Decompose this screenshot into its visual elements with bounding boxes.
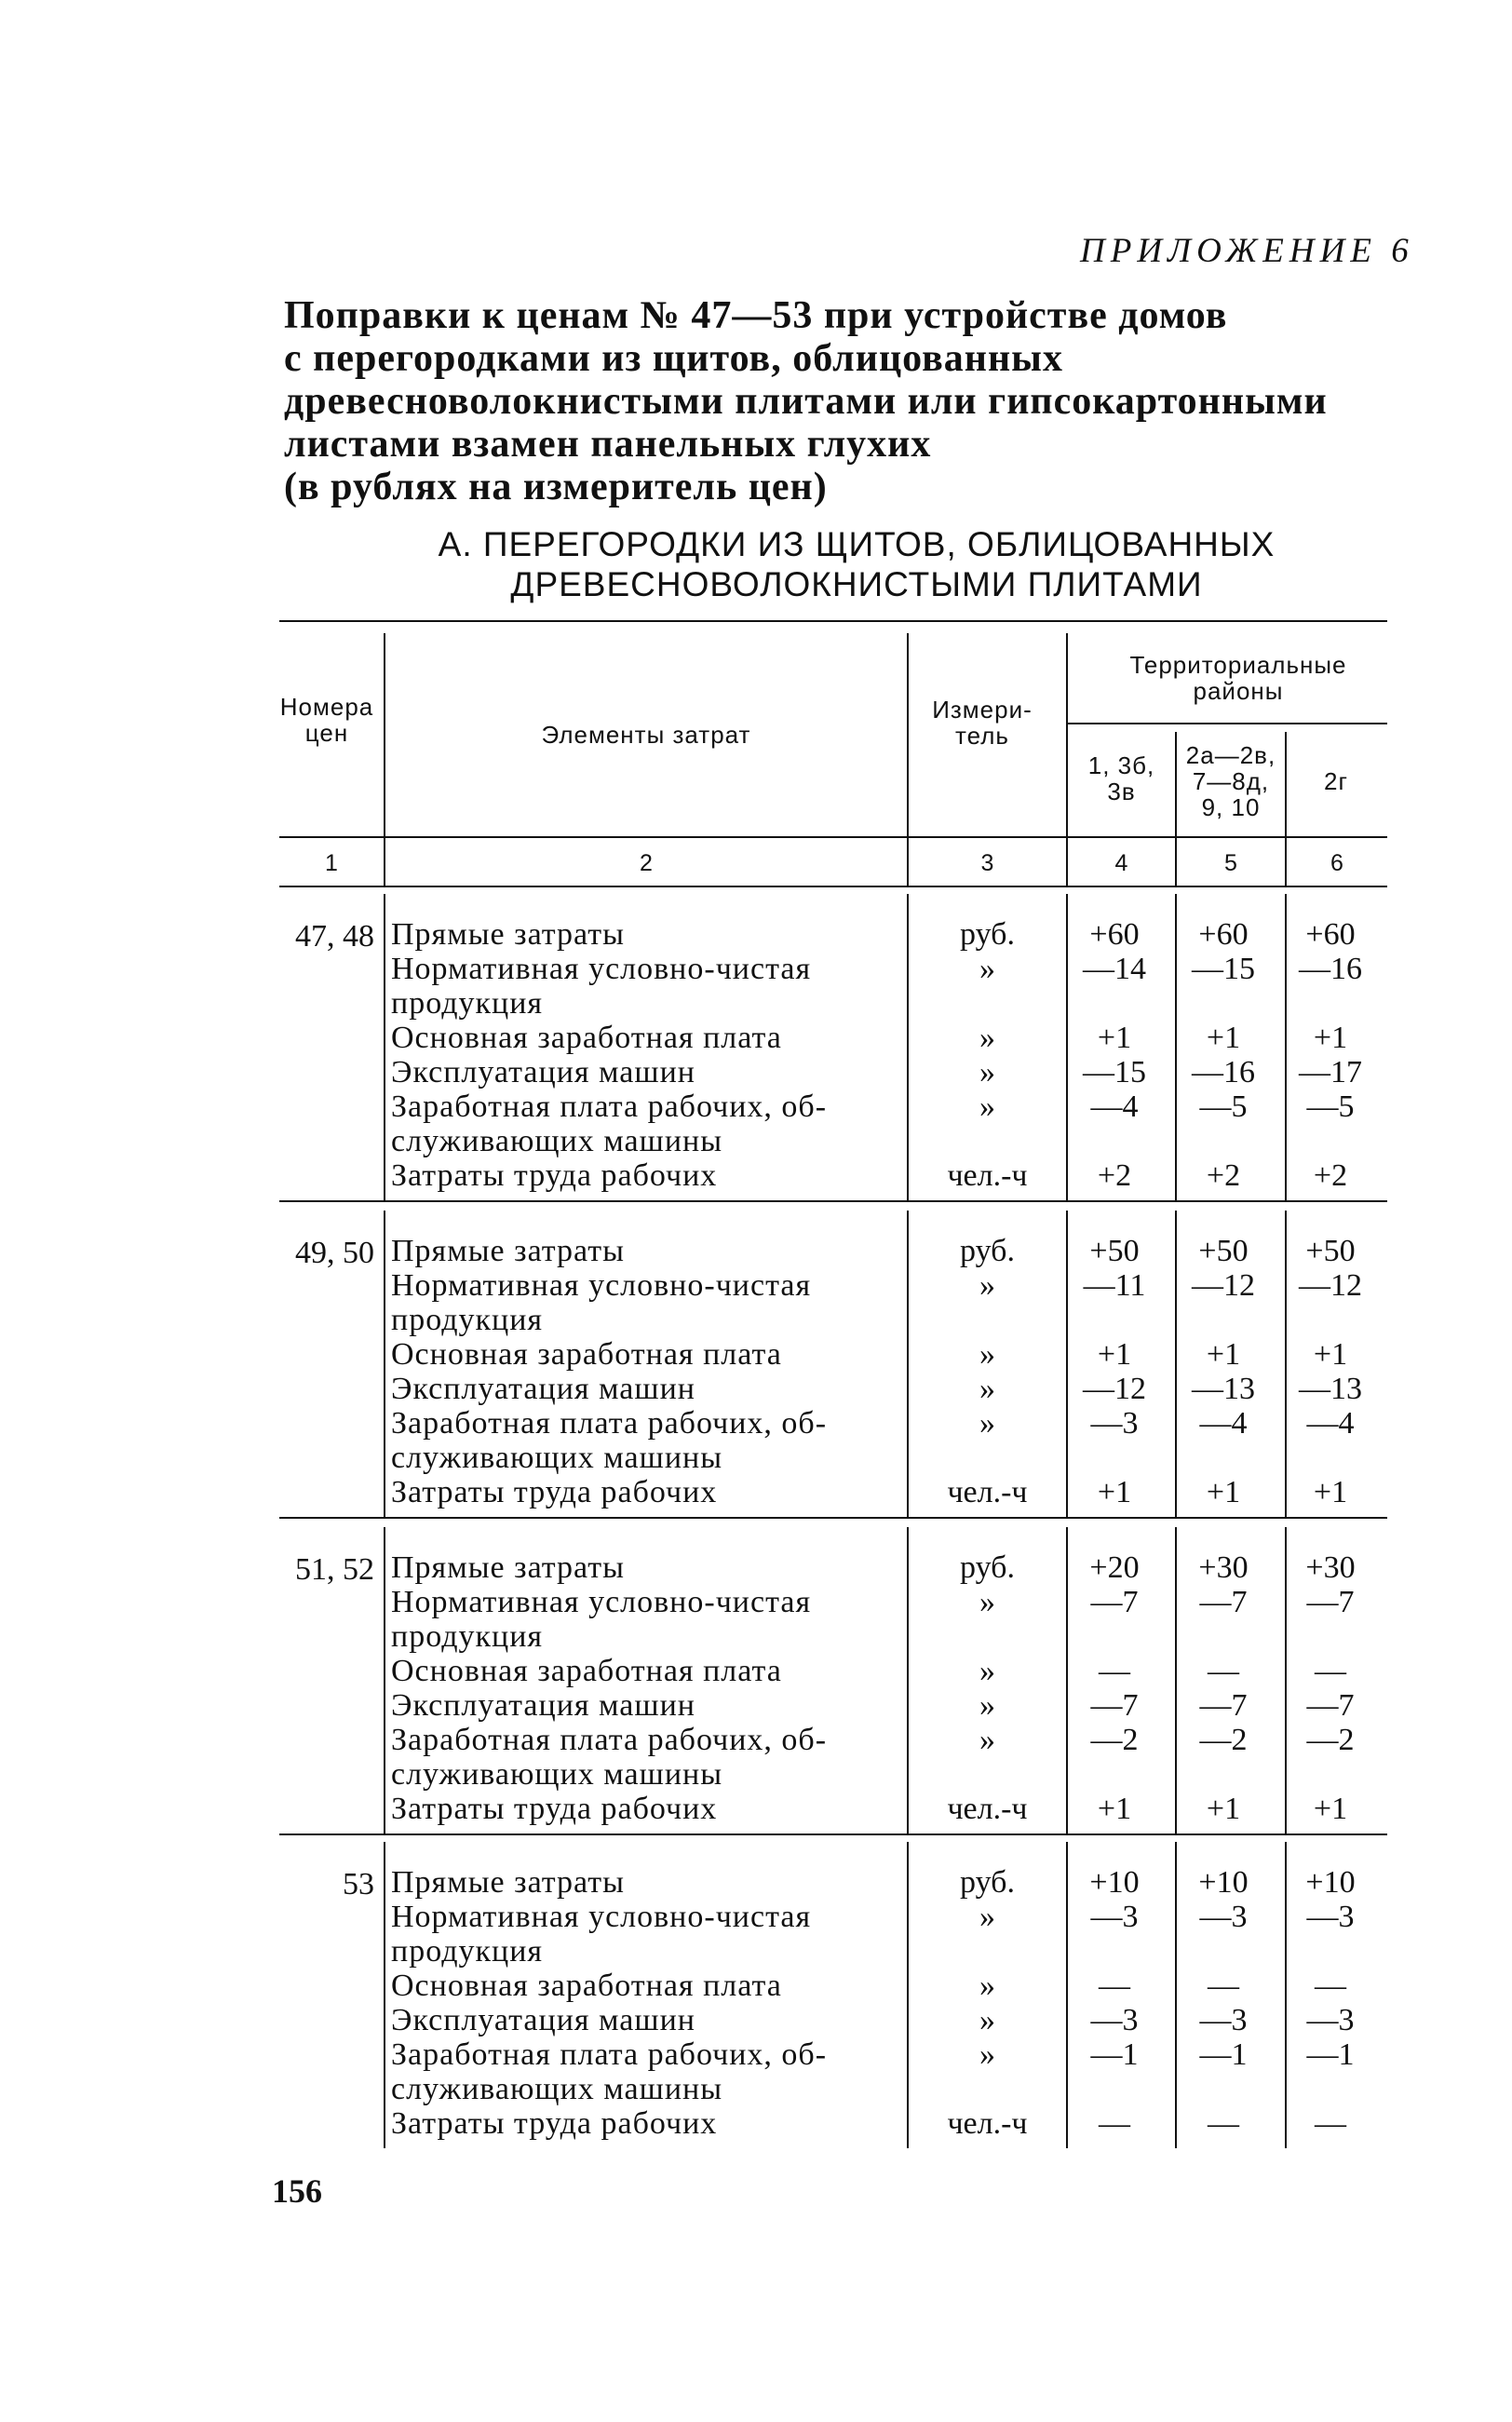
cost-element-cell: Основная заработная плата bbox=[391, 1337, 782, 1372]
cost-element-cell: Заработная плата рабочих, об- bbox=[391, 2037, 828, 2072]
region-1-value-cell: —7 bbox=[1090, 1688, 1139, 1723]
title-line: листами взамен панельных глухих bbox=[284, 423, 932, 466]
column-number: 1 bbox=[325, 850, 338, 876]
header-cost-elements: Элементы затрат bbox=[541, 721, 751, 749]
region-2-value-cell: —7 bbox=[1199, 1585, 1248, 1619]
region-2-value-cell: +2 bbox=[1206, 1158, 1241, 1193]
region-2-value-cell: +1 bbox=[1206, 1337, 1241, 1372]
region-2-value-cell: +1 bbox=[1206, 1021, 1241, 1055]
cost-element-cell: Затраты труда рабочих bbox=[391, 2106, 718, 2141]
column-number: 3 bbox=[980, 850, 994, 876]
title-line: древесноволокнистыми плитами или гипсокартонными bbox=[284, 380, 1328, 423]
unit-cell: чел.-ч bbox=[947, 1475, 1028, 1509]
cost-element-cell: Основная заработная плата bbox=[391, 1654, 782, 1688]
region-2-value-cell: —5 bbox=[1199, 1089, 1248, 1124]
cost-element-cell: Нормативная условно-чистая bbox=[391, 1900, 812, 1934]
cost-element-cell: продукция bbox=[391, 986, 544, 1021]
cost-element-cell: Затраты труда рабочих bbox=[391, 1158, 718, 1193]
cost-element-cell: Затраты труда рабочих bbox=[391, 1792, 718, 1826]
cost-element-cell: Прямые затраты bbox=[391, 1234, 625, 1268]
region-1-value-cell: +2 bbox=[1097, 1158, 1132, 1193]
header-unit: Измери-тель bbox=[932, 696, 1033, 750]
cost-element-cell: служивающих машины bbox=[391, 2072, 723, 2106]
header-region-1: 1, 3б, 3в bbox=[1087, 751, 1155, 805]
unit-cell: » bbox=[979, 1688, 995, 1723]
cost-element-cell: служивающих машины bbox=[391, 1441, 723, 1475]
region-3-value-cell: +2 bbox=[1313, 1158, 1348, 1193]
region-3-value-cell: +60 bbox=[1305, 917, 1356, 952]
header-col-divider bbox=[907, 633, 909, 886]
region-1-value-cell: — bbox=[1099, 1969, 1130, 2003]
region-1-value-cell: +1 bbox=[1097, 1337, 1132, 1372]
unit-cell: » bbox=[979, 1089, 995, 1124]
region-3-value-cell: —3 bbox=[1306, 2003, 1355, 2037]
unit-cell: » bbox=[979, 2003, 995, 2037]
colnum-bottom-rule bbox=[279, 886, 1387, 887]
region-3-value-cell: —5 bbox=[1306, 1089, 1355, 1124]
region-2-value-cell: +1 bbox=[1206, 1475, 1241, 1509]
appendix-label: ПРИЛОЖЕНИЕ 6 bbox=[1080, 232, 1414, 270]
column-number: 6 bbox=[1330, 850, 1343, 876]
region-3-value-cell: +1 bbox=[1313, 1021, 1348, 1055]
unit-cell: » bbox=[979, 2037, 995, 2072]
region-1-value-cell: —4 bbox=[1090, 1089, 1139, 1124]
unit-cell: » bbox=[979, 1337, 995, 1372]
page-number: 156 bbox=[272, 2172, 322, 2210]
title-line: Поправки к ценам № 47—53 при устройстве домов bbox=[284, 294, 1228, 337]
header-regions: Территориальные районы bbox=[1129, 651, 1347, 705]
region-2-value-cell: +50 bbox=[1198, 1234, 1249, 1268]
cost-element-cell: Прямые затраты bbox=[391, 1550, 625, 1585]
cost-element-cell: Заработная плата рабочих, об- bbox=[391, 1089, 828, 1124]
region-3-value-cell: —3 bbox=[1306, 1900, 1355, 1934]
cost-element-cell: Основная заработная плата bbox=[391, 1021, 782, 1055]
region-1-value-cell: —3 bbox=[1090, 2003, 1139, 2037]
region-1-value-cell: — bbox=[1099, 2106, 1130, 2141]
column-number: 5 bbox=[1224, 850, 1237, 876]
region-3-value-cell: —1 bbox=[1306, 2037, 1355, 2072]
unit-cell: » bbox=[979, 1900, 995, 1934]
cost-element-cell: продукция bbox=[391, 1619, 544, 1654]
region-2-value-cell: —7 bbox=[1199, 1688, 1248, 1723]
region-2-value-cell: — bbox=[1208, 2106, 1239, 2141]
region-1-value-cell: +60 bbox=[1089, 917, 1140, 952]
header-bottom-rule bbox=[279, 836, 1387, 838]
price-number-cell: 53 bbox=[343, 1867, 374, 1901]
region-2-value-cell: —4 bbox=[1199, 1406, 1248, 1441]
region-3-value-cell: —17 bbox=[1299, 1055, 1362, 1089]
region-1-value-cell: —3 bbox=[1090, 1900, 1139, 1934]
region-1-value-cell: +1 bbox=[1097, 1475, 1132, 1509]
unit-cell: » bbox=[979, 1268, 995, 1303]
cost-element-cell: Затраты труда рабочих bbox=[391, 1475, 718, 1509]
group-separator-rule bbox=[279, 1200, 1387, 1202]
header-price-numbers: Номера цен bbox=[279, 693, 374, 747]
group-separator-rule bbox=[279, 1517, 1387, 1519]
region-1-value-cell: —1 bbox=[1090, 2037, 1139, 2072]
unit-cell: » bbox=[979, 1585, 995, 1619]
cost-element-cell: Нормативная условно-чистая bbox=[391, 1268, 812, 1303]
region-2-value-cell: —13 bbox=[1192, 1372, 1255, 1406]
region-3-value-cell: —7 bbox=[1306, 1585, 1355, 1619]
price-number-cell: 51, 52 bbox=[295, 1552, 374, 1587]
region-2-value-cell: — bbox=[1208, 1654, 1239, 1688]
region-2-value-cell: +1 bbox=[1206, 1792, 1241, 1826]
region-1-value-cell: +50 bbox=[1089, 1234, 1140, 1268]
region-2-value-cell: —2 bbox=[1199, 1723, 1248, 1757]
region-1-value-cell: +10 bbox=[1089, 1865, 1140, 1900]
region-1-value-cell: —14 bbox=[1083, 952, 1146, 986]
cost-element-cell: Эксплуатация машин bbox=[391, 1055, 695, 1089]
header-region-2: 2а—2в, 7—8д, 9, 10 bbox=[1185, 741, 1276, 821]
region-1-value-cell: —2 bbox=[1090, 1723, 1139, 1757]
region-2-value-cell: —3 bbox=[1199, 1900, 1248, 1934]
region-3-value-cell: —2 bbox=[1306, 1723, 1355, 1757]
region-1-value-cell: —7 bbox=[1090, 1585, 1139, 1619]
region-2-value-cell: —15 bbox=[1192, 952, 1255, 986]
region-2-value-cell: — bbox=[1208, 1969, 1239, 2003]
region-3-value-cell: —16 bbox=[1299, 952, 1362, 986]
region-3-value-cell: —7 bbox=[1306, 1688, 1355, 1723]
subtitle-line: А. ПЕРЕГОРОДКИ ИЗ ЩИТОВ, ОБЛИЦОВАННЫХ bbox=[438, 525, 1276, 563]
unit-cell: » bbox=[979, 1055, 995, 1089]
cost-element-cell: Заработная плата рабочих, об- bbox=[391, 1406, 828, 1441]
region-2-value-cell: +10 bbox=[1198, 1865, 1249, 1900]
cost-element-cell: Нормативная условно-чистая bbox=[391, 952, 812, 986]
header-region-3: 2г bbox=[1324, 767, 1348, 795]
unit-cell: руб. bbox=[960, 1865, 1015, 1900]
unit-cell: » bbox=[979, 1969, 995, 2003]
cost-element-cell: служивающих машины bbox=[391, 1757, 723, 1792]
header-col-divider bbox=[384, 633, 385, 886]
unit-cell: чел.-ч bbox=[947, 2106, 1028, 2141]
region-3-value-cell: —12 bbox=[1299, 1268, 1362, 1303]
region-3-value-cell: — bbox=[1315, 2106, 1346, 2141]
cost-element-cell: продукция bbox=[391, 1934, 544, 1969]
cost-element-cell: Нормативная условно-чистая bbox=[391, 1585, 812, 1619]
region-3-value-cell: — bbox=[1315, 1969, 1346, 2003]
region-3-value-cell: +1 bbox=[1313, 1475, 1348, 1509]
cost-element-cell: Эксплуатация машин bbox=[391, 2003, 695, 2037]
region-1-value-cell: —12 bbox=[1083, 1372, 1146, 1406]
region-2-value-cell: +60 bbox=[1198, 917, 1249, 952]
unit-cell: руб. bbox=[960, 1550, 1015, 1585]
cost-element-cell: Основная заработная плата bbox=[391, 1969, 782, 2003]
column-divider bbox=[384, 894, 385, 1200]
cost-element-cell: Прямые затраты bbox=[391, 917, 625, 952]
unit-cell: » bbox=[979, 1372, 995, 1406]
group-separator-rule bbox=[279, 1833, 1387, 1835]
cost-element-cell: Эксплуатация машин bbox=[391, 1688, 695, 1723]
region-1-value-cell: +1 bbox=[1097, 1792, 1132, 1826]
price-number-cell: 47, 48 bbox=[295, 919, 374, 954]
region-3-value-cell: +50 bbox=[1305, 1234, 1356, 1268]
region-3-value-cell: — bbox=[1315, 1654, 1346, 1688]
title-line: с перегородками из щитов, облицованных bbox=[284, 337, 1063, 380]
cost-element-cell: Эксплуатация машин bbox=[391, 1372, 695, 1406]
unit-cell: » bbox=[979, 1723, 995, 1757]
column-divider bbox=[384, 1842, 385, 2148]
unit-cell: » bbox=[979, 1021, 995, 1055]
column-number: 2 bbox=[640, 850, 653, 876]
region-2-value-cell: —3 bbox=[1199, 2003, 1248, 2037]
cost-element-cell: служивающих машины bbox=[391, 1124, 723, 1158]
title-line: (в рублях на измеритель цен) bbox=[284, 466, 828, 508]
region-3-value-cell: +10 bbox=[1305, 1865, 1356, 1900]
column-number: 4 bbox=[1114, 850, 1128, 876]
region-1-value-cell: +1 bbox=[1097, 1021, 1132, 1055]
region-1-value-cell: — bbox=[1099, 1654, 1130, 1688]
cost-element-cell: Прямые затраты bbox=[391, 1865, 625, 1900]
column-divider bbox=[384, 1211, 385, 1517]
region-1-value-cell: —15 bbox=[1083, 1055, 1146, 1089]
column-divider bbox=[384, 1527, 385, 1833]
region-1-value-cell: —11 bbox=[1083, 1268, 1146, 1303]
region-3-value-cell: +30 bbox=[1305, 1550, 1356, 1585]
region-1-value-cell: +20 bbox=[1089, 1550, 1140, 1585]
unit-cell: чел.-ч bbox=[947, 1158, 1028, 1193]
region-1-value-cell: —3 bbox=[1090, 1406, 1139, 1441]
region-2-value-cell: —16 bbox=[1192, 1055, 1255, 1089]
price-number-cell: 49, 50 bbox=[295, 1236, 374, 1270]
table-top-rule bbox=[279, 620, 1387, 622]
unit-cell: чел.-ч bbox=[947, 1792, 1028, 1826]
region-2-value-cell: —1 bbox=[1199, 2037, 1248, 2072]
unit-cell: руб. bbox=[960, 1234, 1015, 1268]
region-2-value-cell: —12 bbox=[1192, 1268, 1255, 1303]
region-3-value-cell: +1 bbox=[1313, 1792, 1348, 1826]
unit-cell: » bbox=[979, 1406, 995, 1441]
cost-element-cell: продукция bbox=[391, 1303, 544, 1337]
subtitle-line: ДРЕВЕСНОВОЛОКНИСТЫМИ ПЛИТАМИ bbox=[510, 565, 1203, 603]
header-col-divider bbox=[1066, 633, 1068, 886]
region-3-value-cell: —13 bbox=[1299, 1372, 1362, 1406]
cost-element-cell: Заработная плата рабочих, об- bbox=[391, 1723, 828, 1757]
regions-subheader-rule bbox=[1066, 723, 1387, 724]
unit-cell: руб. bbox=[960, 917, 1015, 952]
region-3-value-cell: —4 bbox=[1306, 1406, 1355, 1441]
region-2-value-cell: +30 bbox=[1198, 1550, 1249, 1585]
unit-cell: » bbox=[979, 952, 995, 986]
region-3-value-cell: +1 bbox=[1313, 1337, 1348, 1372]
unit-cell: » bbox=[979, 1654, 995, 1688]
